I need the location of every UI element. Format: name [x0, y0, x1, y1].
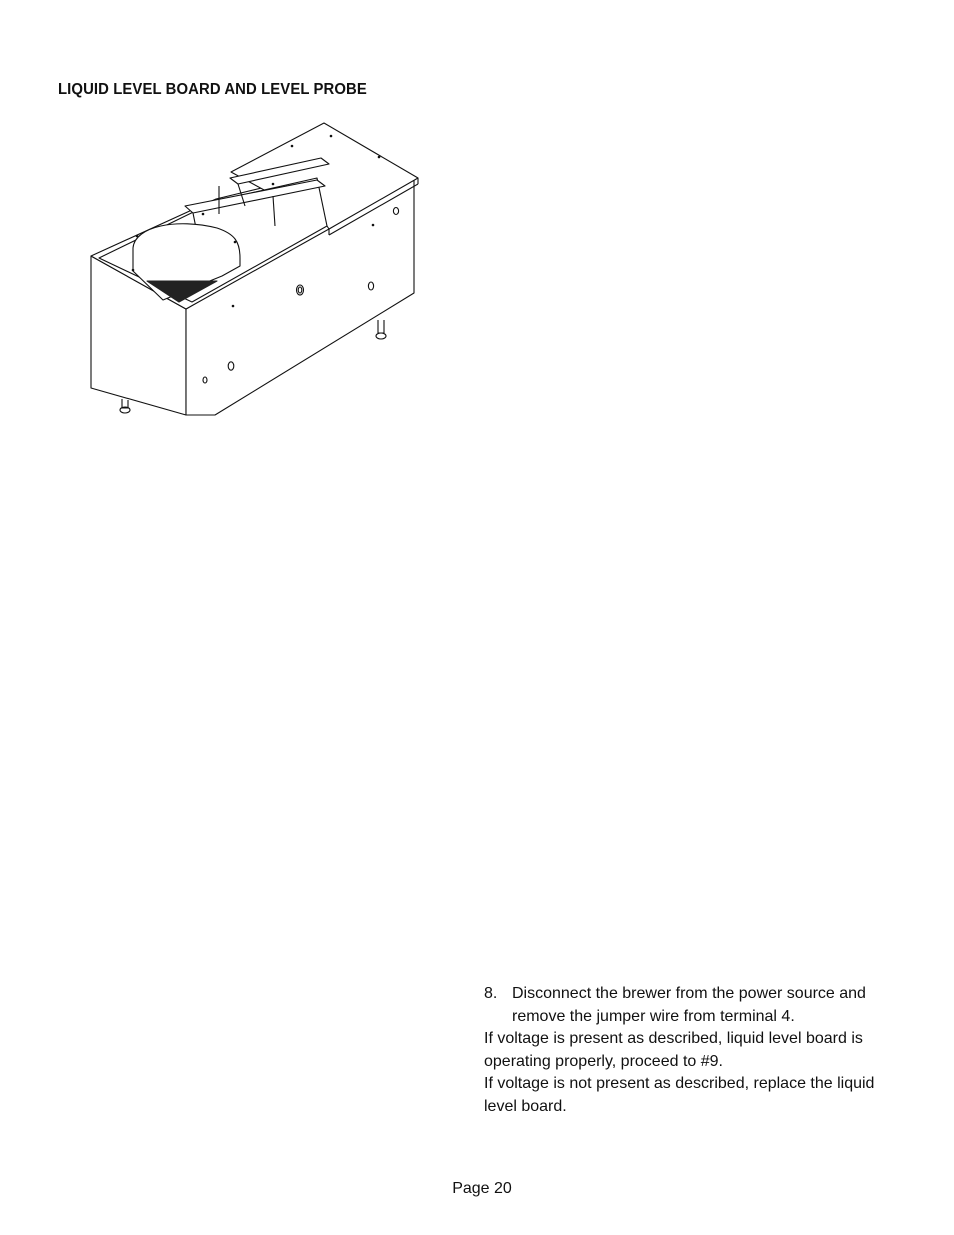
result-ok-text: If voltage is present as described, liquid level board is operating properly, proceed to #9.	[484, 1030, 863, 1070]
troubleshooting-steps	[484, 983, 876, 1118]
step-number: 8.	[484, 985, 498, 1002]
page-number: Page 20	[452, 1180, 512, 1197]
result-fail-text: If voltage is not present as described, replace the liquid level board.	[484, 1075, 875, 1115]
step-text: Disconnect the brewer from the power source and remove the jumper wire from terminal 4.	[512, 985, 866, 1025]
step-8	[484, 983, 876, 1028]
section-heading: LIQUID LEVEL BOARD AND LEVEL PROBE	[58, 81, 367, 98]
brewer-cabinet-illustration	[85, 118, 425, 418]
cabinet-leg-right	[378, 320, 384, 333]
